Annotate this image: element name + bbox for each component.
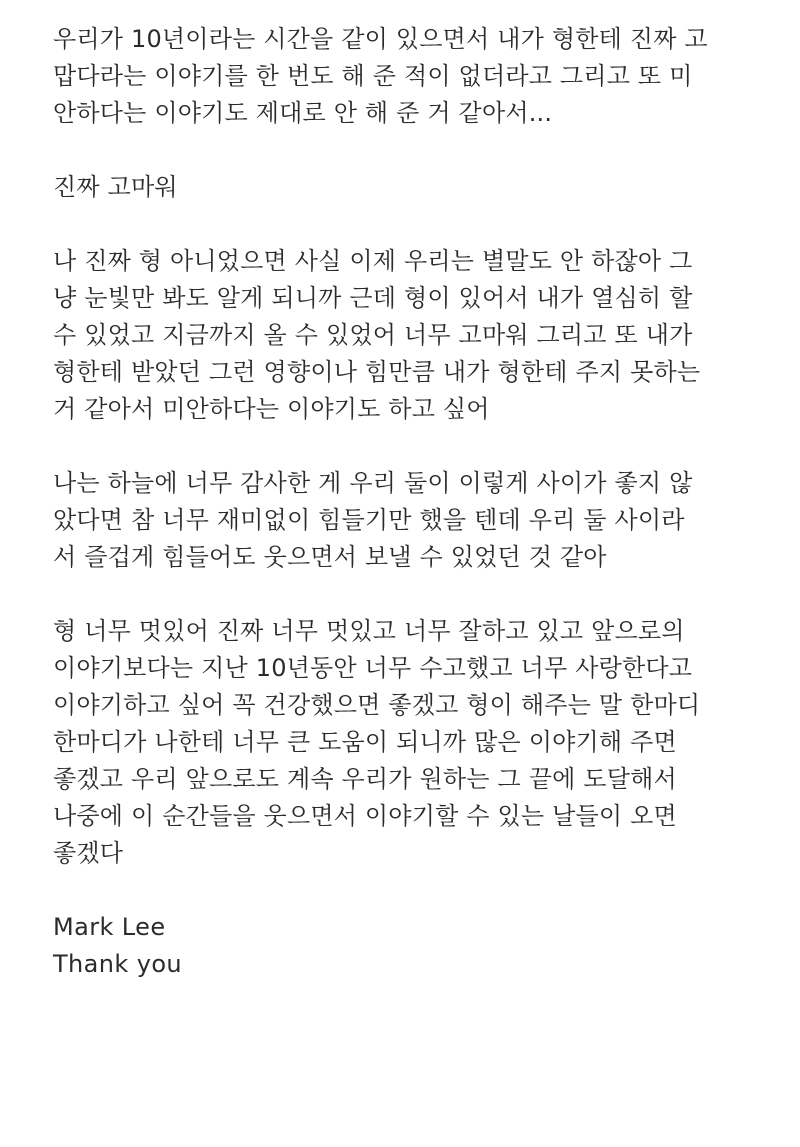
signature-closing: Thank you [53,950,183,978]
text-line: 수 있었고 지금까지 올 수 있었어 너무 고마워 그리고 또 내가 [53,321,693,349]
signature [53,909,773,983]
signature-name: Mark Lee [53,913,166,941]
text-line: 좋겠고 우리 앞으로도 계속 우리가 원하는 그 끝에 도달해서 [53,765,677,793]
text-line: 나는 하늘에 너무 감사한 게 우리 둘이 이렇게 사이가 좋지 않 [53,469,693,497]
text-line: 서 즐겁게 힘들어도 웃으면서 보낼 수 있었던 것 같아 [53,543,607,571]
text-line: 좋겠다 [53,839,124,867]
text-line: 았다면 참 너무 재미없이 힘들기만 했을 텐데 우리 둘 사이라 [53,506,685,534]
paragraph [53,613,773,872]
text-line: 거 같아서 미안하다는 이야기도 하고 싶어 [53,395,490,423]
text-line: 이야기보다는 지난 10년동안 너무 수고했고 너무 사랑한다고 [53,654,693,682]
text-line: 냥 눈빛만 봐도 알게 되니까 근데 형이 있어서 내가 열심히 할 [53,284,693,312]
text-line: 나중에 이 순간들을 웃으면서 이야기할 수 있는 날들이 오면 [53,802,677,830]
text-line: 한마디가 나한테 너무 큰 도움이 되니까 많은 이야기해 주면 [53,728,677,756]
paragraph [53,465,773,576]
text-line: 안하다는 이야기도 제대로 안 해 준 거 같아서... [53,99,553,127]
text-line: 맙다라는 이야기를 한 번도 해 준 적이 없더라고 그리고 또 미 [53,62,693,90]
text-line: 형한테 받았던 그런 영향이나 힘만큼 내가 형한테 주지 못하는 [53,358,701,386]
text-line: 이야기하고 싶어 꼭 건강했으면 좋겠고 형이 해주는 말 한마디 [53,691,701,719]
paragraph [53,169,773,206]
text-line: 진짜 고마워 [53,173,178,201]
text-line: 형 너무 멋있어 진짜 너무 멋있고 너무 잘하고 있고 앞으로의 [53,617,685,645]
text-line: 나 진짜 형 아니었으면 사실 이제 우리는 별말도 안 하잖아 그 [53,247,693,275]
note-body [53,21,773,1020]
paragraph [53,243,773,428]
paragraph [53,21,773,132]
text-line: 우리가 10년이라는 시간을 같이 있으면서 내가 형한테 진짜 고 [53,25,708,53]
